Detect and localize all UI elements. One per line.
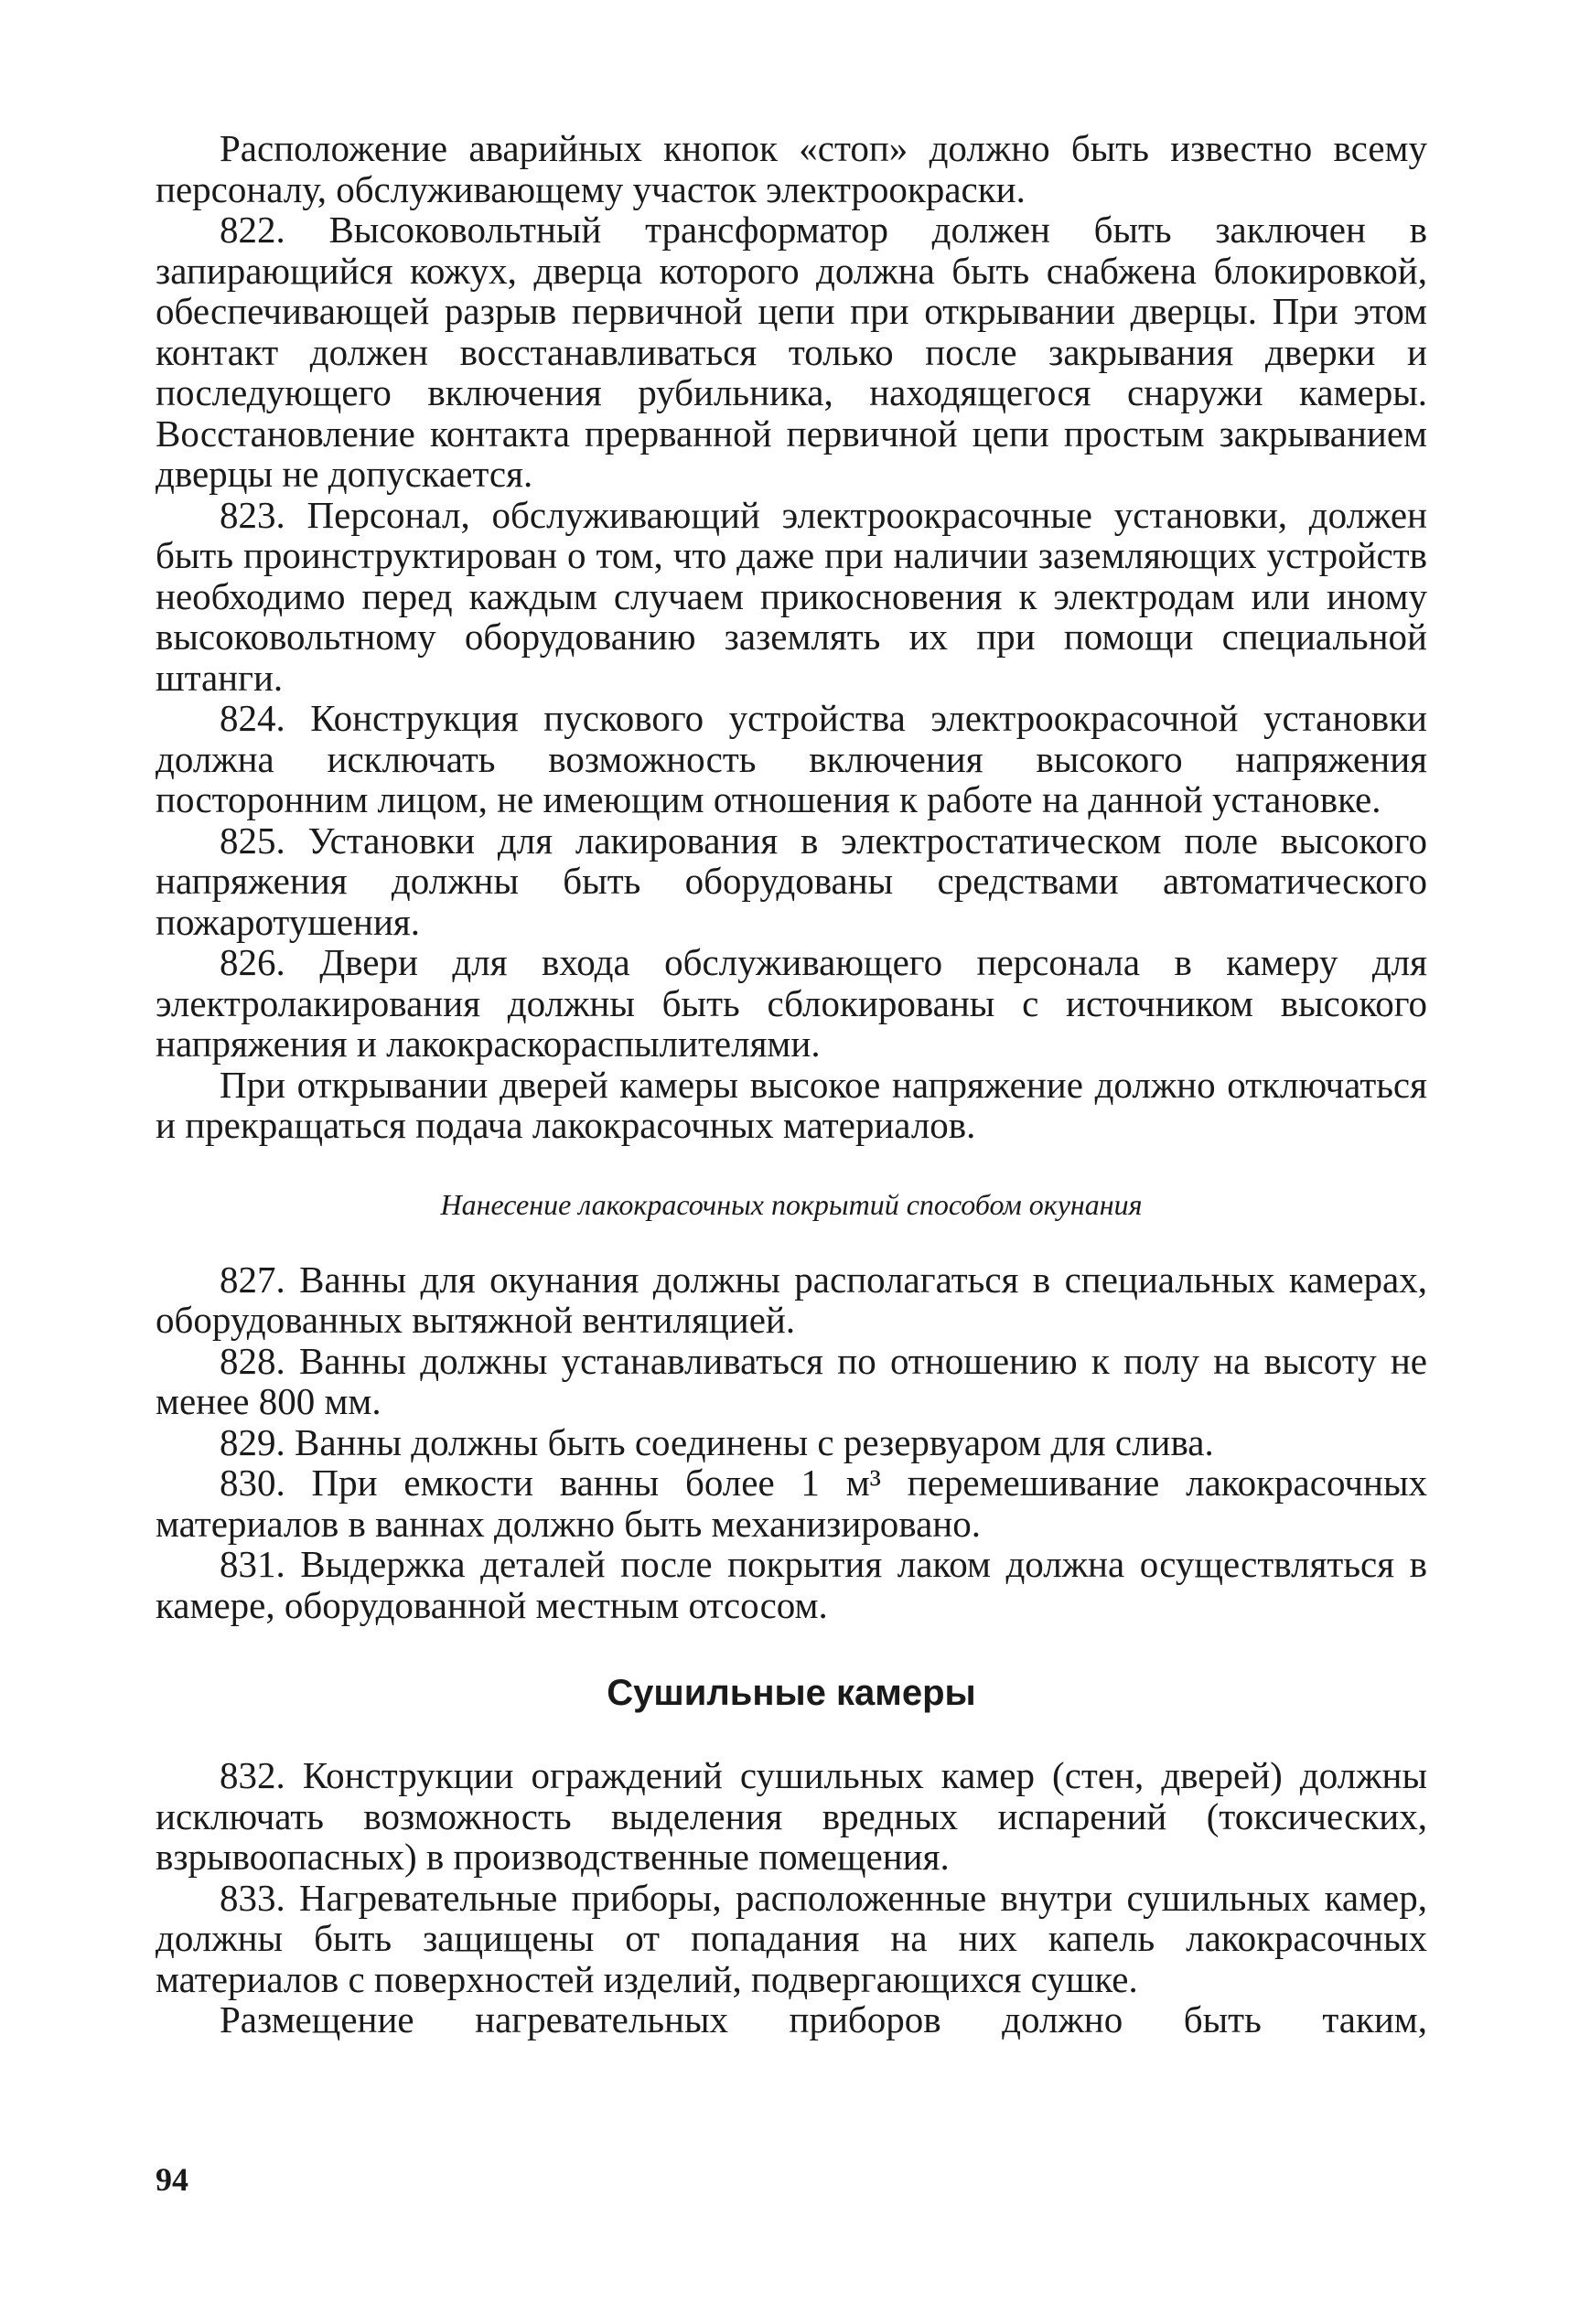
paragraph-823: 823. Персонал, обслуживающий электроокрасочные установки, должен быть проинструктирован о том, что даже при наличии заземляющих устройств необходимо перед каждым случаем прикосновения к электродам или иному высоковольтному оборудованию заземлять их при помощи специальной штанги. bbox=[156, 493, 1427, 699]
paragraph-door-opening: При открывании дверей камеры высокое напряжение должно отключаться и прекращаться подача лакокрасочных материалов. bbox=[156, 1063, 1427, 1146]
paragraph-828: 828. Ванны должны устанавливаться по отношению к полу на высоту не менее 800 мм. bbox=[156, 1339, 1427, 1422]
section-heading-drying-chambers: Сушильные камеры bbox=[607, 1673, 976, 1713]
paragraph-824: 824. Конструкция пускового устройства электроокрасочной установки должна исключать возможность включения высокого напряжения посторонним лицом, не имеющим отношения к работе на данной установке. bbox=[156, 697, 1427, 820]
paragraph-827: 827. Ванны для окунания должны располагаться в специальных камерах, оборудованных вытяжной вентиляцией. bbox=[156, 1258, 1427, 1341]
paragraph-heater-placement: Размещение нагревательных приборов должно быть таким, bbox=[220, 1998, 1427, 2040]
paragraph-822: 822. Высоковольтный трансформатор должен быть заключен в запирающийся кожух, дверца которого должна быть снабжена блокировкой, обеспечивающей разрыв первичной цепи при открывании дверцы. При этом контакт должен восстанавливаться только после закрывания дверки и последующего включения рубильника, находящегося снаружи камеры. Восстановление контакта прерванной первичной цепи простым закрыванием дверцы не допускается. bbox=[156, 209, 1427, 495]
paragraph-832: 832. Конструкции ограждений сушильных камер (стен, дверей) должны исключать возможность выделения вредных испарений (токсических, взрывоопасных) в производственные помещения. bbox=[156, 1754, 1427, 1878]
subheading-dip-coating: Нанесение лакокрасочных покрытий способом окунания bbox=[440, 1187, 1143, 1221]
paragraph-825: 825. Установки для лакирования в электростатическом поле высокого напряжения должны быть оборудованы средствами автоматического пожаротушения. bbox=[156, 819, 1427, 943]
paragraph-826: 826. Двери для входа обслуживающего персонала в камеру для электролакирования должны быть сблокированы с источником высокого напряжения и лакокраскораспылителями. bbox=[156, 941, 1427, 1065]
page-number: 94 bbox=[156, 2161, 188, 2198]
paragraph-831: 831. Выдержка деталей после покрытия лаком должна осуществляться в камере, оборудованной местным отсосом. bbox=[156, 1543, 1427, 1626]
paragraph-833: 833. Нагревательные приборы, расположенные внутри сушильных камер, должны быть защищены от попадания на них капель лакокрасочных материалов с поверхностей изделий, подвергающихся сушке. bbox=[156, 1876, 1427, 2000]
paragraph-emergency-stop-buttons: Расположение аварийных кнопок «стоп» должно быть известно всему персоналу, обслуживающему участок электроокраски. bbox=[156, 127, 1427, 210]
paragraph-829: 829. Ванны должны быть соединены с резервуаром для слива. bbox=[220, 1420, 1214, 1463]
paragraph-830: 830. При емкости ванны более 1 м³ перемешивание лакокрасочных материалов в ваннах должно быть механизировано. bbox=[156, 1462, 1427, 1545]
text-column bbox=[156, 128, 1427, 2040]
